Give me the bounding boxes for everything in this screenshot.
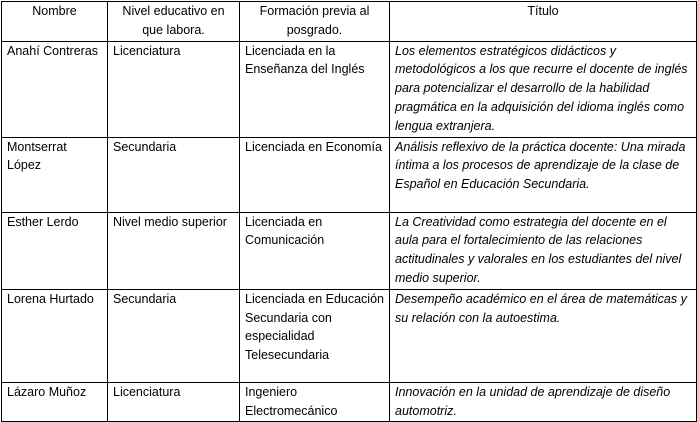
thesis-table [1,1,697,422]
header-nombre: Nombre [2,2,108,42]
cell-nivel: Licenciatura [108,41,240,137]
cell-titulo: Innovación en la unidad de aprendizaje de diseño automotriz. [390,382,697,422]
table-row [2,382,697,422]
cell-nivel: Licenciatura [108,382,240,422]
cell-formacion: Licenciada en Educación Secundaria con especialidad Telesecundaria [240,289,390,382]
cell-nombre: Montserrat López [2,137,108,212]
table-row [2,289,697,382]
cell-formacion: Licenciada en Economía [240,137,390,212]
cell-nivel: Secundaria [108,137,240,212]
cell-titulo: Análisis reflexivo de la práctica docente: Una mirada íntima a los procesos de aprendizaje de la clase de Español en Educación Secundaria. [390,137,697,212]
cell-titulo: Desempeño académico en el área de matemáticas y su relación con la autoestima. [390,289,697,382]
table-row [2,212,697,289]
cell-nombre: Lázaro Muñoz [2,382,108,422]
cell-titulo: La Creatividad como estrategia del docente en el aula para el fortalecimiento de las relaciones actitudinales y valorales en los estudiantes del nivel medio superior. [390,212,697,289]
cell-titulo: Los elementos estratégicos didácticos y metodológicos a los que recurre el docente de inglés para potencializar el desarrollo de la habilidad pragmática en la adquisición del idioma inglés como lengua extranjera. [390,41,697,137]
header-nivel: Nivel educativo en que labora. [108,2,240,42]
header-formacion: Formación previa al posgrado. [240,2,390,42]
cell-formacion: Ingeniero Electromecánico [240,382,390,422]
cell-nombre: Esther Lerdo [2,212,108,289]
table-row [2,41,697,137]
cell-nombre: Anahí Contreras [2,41,108,137]
header-row [2,2,697,42]
cell-nombre: Lorena Hurtado [2,289,108,382]
cell-nivel: Nivel medio superior [108,212,240,289]
cell-formacion: Licenciada en la Enseñanza del Inglés [240,41,390,137]
cell-nivel: Secundaria [108,289,240,382]
header-titulo: Título [390,2,697,42]
cell-formacion: Licenciada en Comunicación [240,212,390,289]
table-row [2,137,697,212]
